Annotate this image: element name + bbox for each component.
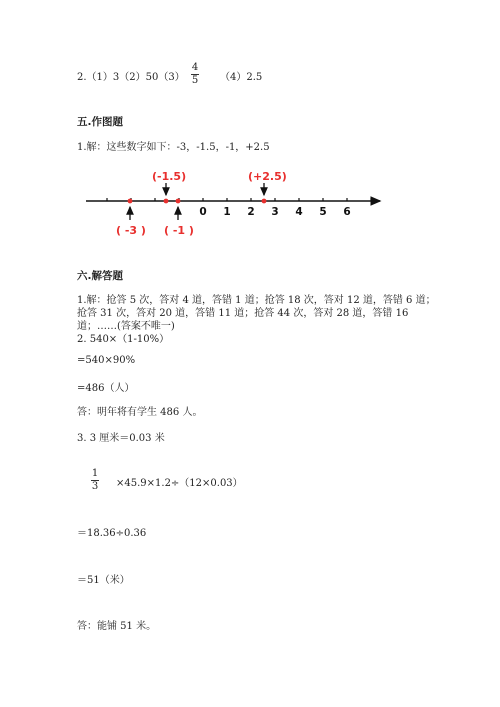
section-six-title: 六.解答题 [77,270,123,282]
problem-2-line-1: 2. 540×（1-10%） [77,334,170,345]
problem-1-line-3: 道；……(答案不唯一) [77,321,175,332]
point-neg-1 [176,199,181,204]
problem-2-line-2: =540×90% [77,355,136,366]
fraction-denominator: 3 [91,481,99,492]
problem-3-line-3: ＝18.36÷0.36 [77,528,147,539]
tick-label: 5 [319,206,327,218]
label-pos-2-5: (+2.5) [248,170,287,183]
tick-label: 4 [295,206,303,218]
problem-1-line-1: 1.解：抢答 5 次，答对 4 道，答错 1 道；抢答 18 次，答对 12 道，答错 6 道； [77,295,436,306]
tick-label: 6 [343,206,351,218]
number-line-figure [80,164,390,244]
problem-3-line-1: 3. 3 厘米＝0.03 米 [77,433,165,444]
point-pos-2-5 [262,199,267,204]
tick-label: 3 [271,206,279,218]
problem-2-line-3: =486（人） [77,383,135,394]
fraction-numerator: 1 [91,468,99,479]
fraction-four-fifths [188,62,202,87]
problem-1-line-2: 抢答 31 次，答对 20 道，答错 11 道；抢答 44 次，答对 28 道，答错 16 [77,308,409,319]
tick-labels [199,206,350,218]
problem-3-answer: 答：能铺 51 米。 [77,621,157,632]
tick-label: 2 [247,206,255,218]
label-neg-3: ( -3 ) [116,224,146,237]
tick-label: 0 [199,206,207,218]
fraction-denominator: 5 [191,75,199,86]
problem-3-expression: ×45.9×1.2÷（12×0.03） [116,478,243,489]
fraction-one-third [88,468,102,493]
tick-label: 1 [223,206,231,218]
point-neg-1-5 [164,199,169,204]
fraction-numerator: 4 [191,62,199,73]
problem-2-answer: 答：明年将有学生 486 人。 [77,407,203,418]
problem-3-line-4: ＝51（米） [77,575,130,586]
answer-line-2-suffix: （4）2.5 [220,72,263,83]
point-neg-3 [128,199,133,204]
section-five-title: 五.作图题 [77,116,123,128]
section-five-answer: 1.解：这些数字如下：-3，-1.5，-1，+2.5 [77,142,270,153]
label-neg-1-5: (-1.5) [152,170,187,183]
label-neg-1: ( -1 ) [164,224,194,237]
answer-line-2-prefix: 2.（1）3（2）50（3） [77,72,185,83]
answer-line-2 [77,68,185,83]
